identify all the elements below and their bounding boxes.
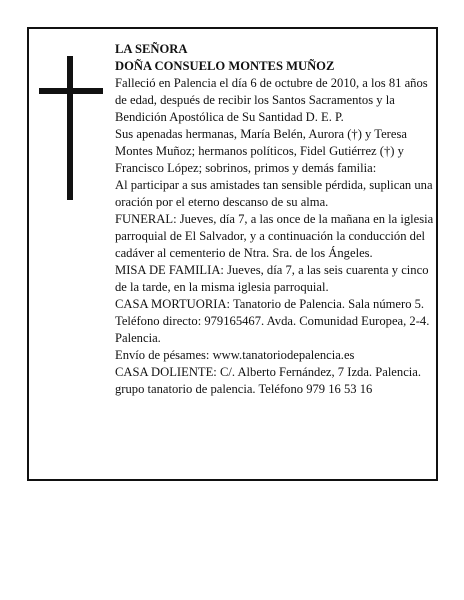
notice-title: LA SEÑORA	[115, 42, 188, 56]
deceased-name: DOÑA CONSUELO MONTES MUÑOZ	[115, 59, 335, 73]
notice-paragraph-family-home: CASA DOLIENTE: C/. Alberto Fernández, 7 Izda. Palencia.	[115, 365, 422, 379]
notice-paragraph-funeral: FUNERAL: Jueves, día 7, a las once de la mañana en la iglesia parroquial de El Salvador, y a continuación la conducción del cadáver al cementerio de Ntra. Sra. de los Ángeles.	[115, 212, 434, 260]
notice-paragraph-prayer: Al participar a sus amistades tan sensible pérdida, suplican una oración por el eterno descanso de su alma.	[115, 178, 433, 209]
notice-paragraph-funeral-home: CASA MORTUORIA: Tanatorio de Palencia. Sala número 5. Teléfono directo: 979165467. Avda. Comunidad Europea, 2-4. Palencia.	[115, 297, 430, 345]
obituary-notice	[27, 27, 438, 481]
notice-paragraph-death: Falleció en Palencia el día 6 de octubre de 2010, a los 81 años de edad, después de recibir los Santos Sacramentos y la Bendición Apostólica de Su Santidad D. E. P.	[115, 76, 428, 124]
notice-text	[115, 41, 435, 398]
notice-paragraph-condolences: Envío de pésames: www.tanatoriodepalencia.es	[115, 348, 355, 362]
notice-paragraph-family-mass: MISA DE FAMILIA: Jueves, día 7, a las seis cuarenta y cinco de la tarde, en la misma iglesia parroquial.	[115, 263, 429, 294]
cross-icon	[39, 56, 103, 200]
notice-paragraph-group: grupo tanatorio de palencia. Teléfono 979 16 53 16	[115, 382, 373, 396]
notice-paragraph-family: Sus apenadas hermanas, María Belén, Aurora (†) y Teresa Montes Muñoz; hermanos políticos, Fidel Gutiérrez (†) y Francisco López; sobrinos, primos y demás familia:	[115, 127, 407, 175]
